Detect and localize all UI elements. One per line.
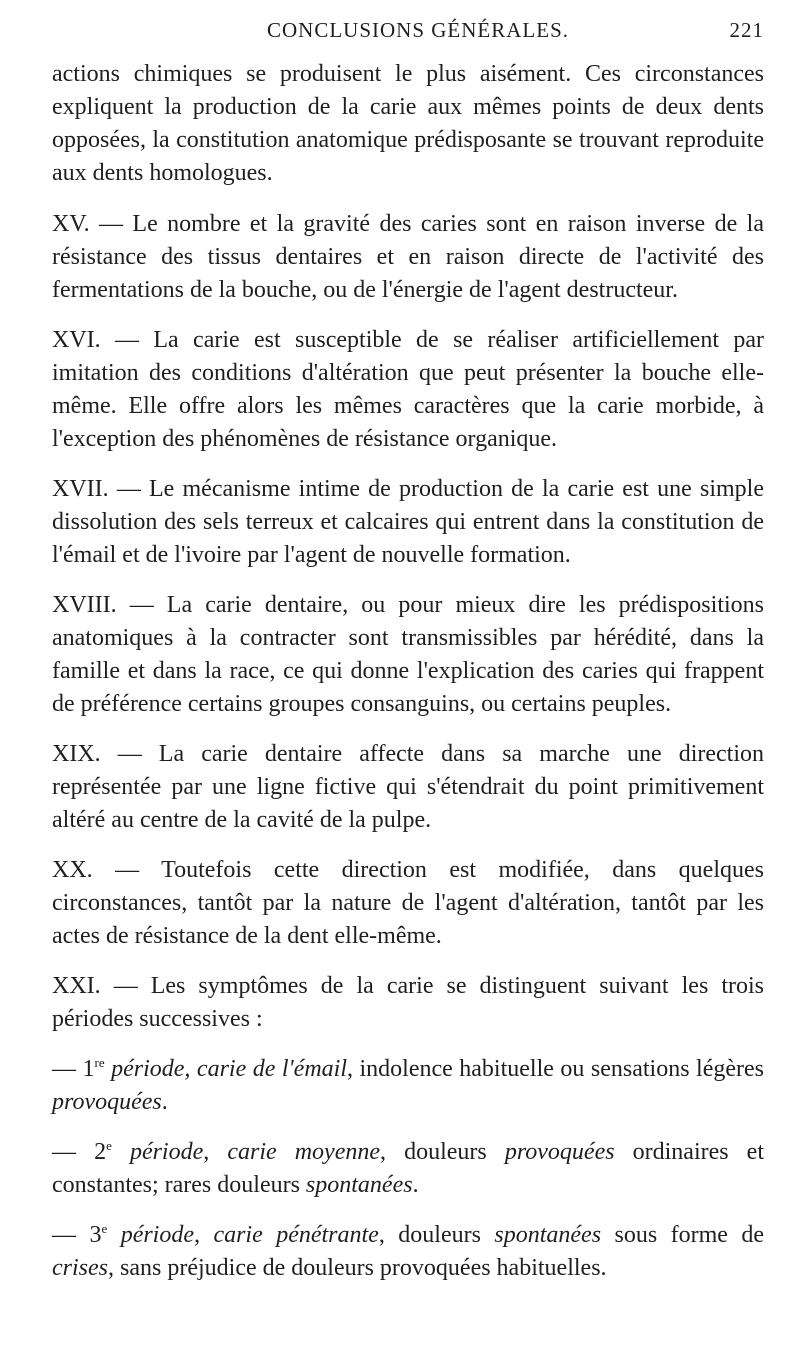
paragraph-xvi: XVI. — La carie est susceptible de se réaliser artificiellement par imitation des conditions d'altération que peut présenter la bouche elle-même. Elle offre alors les mêmes caractères que la carie morbide, à l'exception des phénomènes de résistance organique. xyxy=(52,327,764,452)
period-superscript: e xyxy=(106,1138,112,1153)
period-italic-tail: provoquées xyxy=(504,1139,615,1165)
period-dash: — xyxy=(52,1056,83,1082)
period-end: , sans préjudice de douleurs provoquées habituelles. xyxy=(108,1255,607,1281)
period-item xyxy=(52,1136,764,1202)
paragraph-xxi: XXI. — Les symptômes de la carie se distinguent suivant les trois périodes successives : xyxy=(52,973,764,1032)
period-end: . xyxy=(412,1172,419,1198)
period-superscript: re xyxy=(94,1055,105,1070)
running-header xyxy=(52,10,764,44)
book-page xyxy=(52,18,765,1328)
period-description: , indolence habituelle ou sensations légères xyxy=(347,1056,765,1082)
period-number: 3 xyxy=(89,1222,102,1248)
period-middle: ordinaires et constantes; rares douleurs xyxy=(52,1139,764,1198)
period-term: période, carie moyenne xyxy=(129,1139,380,1165)
paragraph-continuation: actions chimiques se produisent le plus aisément. Ces circonstances expliquent la production de la carie aux mêmes points de deux dents opposées, la constitution anatomique prédisposante se trouvant reproduite aux dents homologues. xyxy=(52,61,764,186)
period-number: 1 xyxy=(82,1056,95,1082)
period-superscript: e xyxy=(101,1221,108,1236)
period-item xyxy=(52,1219,764,1285)
period-item xyxy=(52,1053,764,1119)
period-italic-tail-2: crises xyxy=(52,1255,108,1281)
period-description: , douleurs xyxy=(378,1222,495,1248)
period-term: période, carie de l'émail xyxy=(111,1056,347,1082)
period-end: . xyxy=(161,1089,168,1115)
period-italic-tail-2: spontanées xyxy=(305,1172,413,1198)
period-italic-tail: spontanées xyxy=(494,1222,602,1248)
period-italic-tail: provoquées xyxy=(52,1089,162,1115)
period-term: période, carie pénétrante xyxy=(120,1222,379,1248)
period-number: 2 xyxy=(94,1139,107,1165)
period-middle: sous forme de xyxy=(601,1222,765,1248)
period-description: , douleurs xyxy=(380,1139,505,1165)
period-dash: — xyxy=(52,1222,90,1248)
paragraph-xix: XIX. — La carie dentaire affecte dans sa marche une direction représentée par une ligne fictive qui s'étendrait du point primitivement altéré au centre de la cavité de la pulpe. xyxy=(52,741,764,833)
paragraph-xv: XV. — Le nombre et la gravité des caries sont en raison inverse de la résistance des tissus dentaires et en raison directe de l'activité des fermentations de la bouche, ou de l'énergie de l'agent destructeur. xyxy=(52,211,764,303)
period-dash: — xyxy=(52,1139,95,1165)
paragraph-xviii: XVIII. — La carie dentaire, ou pour mieux dire les prédispositions anatomiques à la contracter sont transmissibles par hérédité, dans la famille et dans la race, ce qui donne l'explication des caries qui frappent de préférence certains groupes consanguins, ou certains peuples. xyxy=(52,592,764,717)
paragraph-xx: XX. — Toutefois cette direction est modifiée, dans quelques circonstances, tantôt par la nature de l'agent d'altération, tantôt par les actes de résistance de la dent elle-même. xyxy=(52,857,764,949)
paragraph-xvii: XVII. — Le mécanisme intime de production de la carie est une simple dissolution des sels terreux et calcaires qui entrent dans la constitution de l'émail et de l'ivoire par l'agent de nouvelle formation. xyxy=(52,476,764,568)
header-title: CONCLUSIONS GÉNÉRALES. xyxy=(267,18,570,42)
page-number: 221 xyxy=(729,18,764,42)
